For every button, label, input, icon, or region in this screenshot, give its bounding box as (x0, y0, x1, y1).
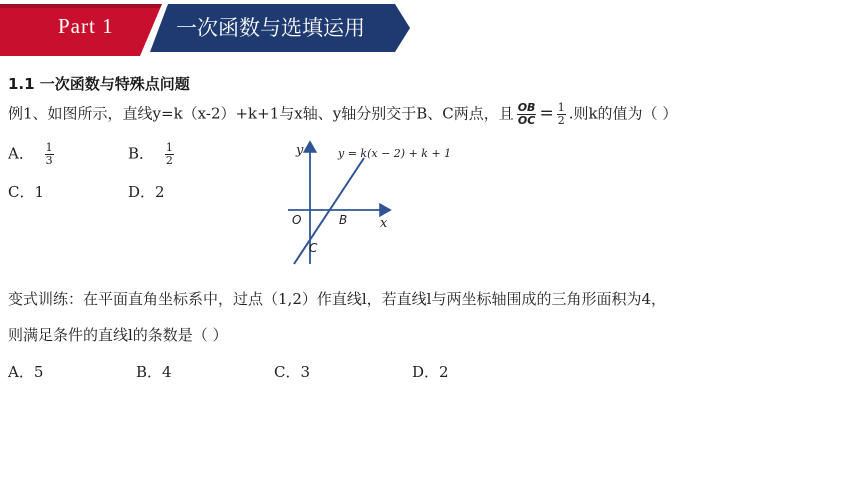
option-b-num: 1 (165, 141, 173, 154)
variant-option-b: B．4 (136, 363, 172, 381)
option-a (8, 142, 57, 167)
option-b-den: 2 (165, 154, 173, 167)
x-axis-label: x (380, 216, 388, 231)
y-axis-label: y (296, 143, 304, 158)
option-b-fraction (165, 142, 174, 167)
option-a-den: 3 (45, 154, 53, 167)
variant-line-1: 变式训练：在平面直角坐标系中，过点（1,2）作直线l，若直线l与两坐标轴围成的三角形面积为4， (8, 290, 666, 308)
variant-option-c: C．3 (274, 363, 311, 381)
option-a-num: 1 (45, 141, 53, 154)
fraction-oc-den: OC (517, 114, 536, 127)
fraction-half (557, 102, 566, 127)
option-a-fraction (45, 142, 54, 167)
fraction-ob-num: OB (517, 101, 536, 114)
option-b (128, 142, 177, 167)
line-equation: y = k(x − 2) + k + 1 (338, 147, 452, 160)
point-b-label: B (339, 213, 348, 227)
function-line (294, 158, 364, 264)
part-label: Part 1 (58, 14, 114, 38)
section-title: 1.1 一次函数与特殊点问题 (8, 75, 190, 93)
fraction-half-num: 1 (557, 101, 565, 114)
option-c: C．1 (8, 183, 45, 201)
example1-stem-prefix: 例1、如图所示，直线y=k（x-2）+k+1与x轴、y轴分别交于B、C两点，且 (8, 104, 514, 123)
header-banner (0, 0, 860, 56)
line-graph (282, 136, 452, 268)
option-a-label: A． (8, 144, 34, 163)
point-c-label: C (309, 241, 318, 255)
variant-line-2: 则满足条件的直线l的条数是（ ） (8, 326, 228, 344)
example1-stem-suffix: .则k的值为（ ） (568, 104, 678, 123)
fraction-ob-oc (517, 102, 537, 127)
variant-option-d: D．2 (412, 363, 449, 381)
banner-shape (0, 0, 860, 56)
banner-title: 一次函数与选填运用 (176, 16, 365, 40)
example1-stem (8, 102, 677, 127)
option-b-label: B． (128, 144, 155, 163)
fraction-half-den: 2 (557, 114, 565, 127)
origin-label: O (292, 213, 302, 227)
option-d: D．2 (128, 183, 165, 201)
equals-sign: = (539, 103, 554, 124)
variant-option-a: A．5 (8, 363, 44, 381)
